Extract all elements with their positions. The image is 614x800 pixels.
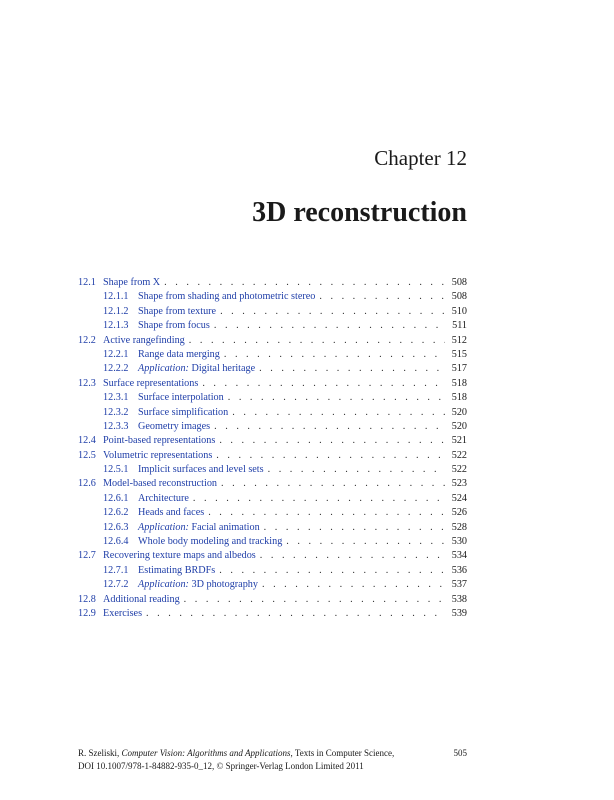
toc-leader-dots (214, 420, 445, 434)
toc-entry-number: 12.1.2 (103, 305, 129, 317)
toc-entry-number: 12.3.3 (103, 420, 129, 432)
toc-entry-number: 12.3.1 (103, 392, 129, 404)
toc-entry-page: 536 (451, 564, 467, 576)
toc-entry-title (138, 290, 315, 304)
toc-leader-dots (319, 290, 445, 304)
toc-leader-dots (220, 305, 445, 319)
toc-entry-page: 537 (451, 579, 467, 591)
toc-entry-page: 524 (451, 492, 467, 504)
toc-entry-page: 518 (451, 392, 467, 404)
toc-entry[interactable] (78, 334, 467, 348)
toc-entry-number: 12.8 (78, 593, 96, 605)
toc-entry-text: Shape from texture (138, 305, 217, 317)
toc-leader-dots (259, 362, 445, 376)
toc-entry-prefix: Application: (138, 579, 189, 591)
toc-leader-dots (146, 607, 445, 621)
toc-entry-text: Recovering texture maps and albedos (103, 550, 256, 562)
toc-leader-dots (264, 521, 445, 535)
toc-entry-title (138, 406, 228, 420)
toc-entry-text: Facial animation (191, 521, 260, 533)
toc-entry-page: 528 (451, 521, 467, 533)
toc-entry-number: 12.6 (78, 478, 96, 490)
toc-entry-prefix: Application: (138, 363, 189, 375)
toc-leader-dots (219, 564, 445, 578)
toc-entry-page: 526 (451, 507, 467, 519)
toc-leader-dots (202, 377, 445, 391)
toc-leader-dots (208, 506, 445, 520)
toc-entry-prefix: Application: (138, 521, 189, 533)
toc-entry-text: Additional reading (103, 593, 180, 605)
toc-entry-title (138, 492, 189, 506)
toc-entry[interactable] (78, 290, 467, 304)
table-of-contents (78, 276, 467, 621)
toc-entry-number: 12.5 (78, 449, 96, 461)
toc-entry-page: 521 (451, 435, 467, 447)
toc-entry-number: 12.2.1 (103, 348, 129, 360)
toc-entry-title (103, 276, 160, 290)
toc-entry-title (103, 593, 180, 607)
toc-entry-page: 522 (451, 449, 467, 461)
toc-entry-number: 12.6.2 (103, 507, 129, 519)
toc-entry-text: Surface representations (103, 377, 199, 389)
toc-entry-text: Estimating BRDFs (138, 564, 216, 576)
toc-entry-text: Shape from focus (138, 320, 210, 332)
toc-entry-page: 518 (451, 377, 467, 389)
toc-entry[interactable] (78, 377, 467, 391)
toc-entry-number: 12.1 (78, 277, 96, 288)
chapter-label: Chapter 12 (374, 146, 467, 170)
toc-entry-page: 523 (451, 478, 467, 490)
toc-entry-text: Exercises (103, 607, 143, 619)
toc-entry-number: 12.3 (78, 377, 96, 389)
toc-entry[interactable] (78, 434, 467, 448)
toc-entry-title (103, 477, 217, 491)
page-footer (78, 747, 467, 773)
toc-entry-title (138, 305, 216, 319)
toc-entry-number: 12.6.3 (103, 521, 129, 533)
toc-entry-page: 515 (451, 348, 467, 360)
toc-entry[interactable] (78, 492, 467, 506)
toc-entry-text: Surface simplification (138, 406, 229, 418)
toc-entry-number: 12.7.1 (103, 564, 129, 576)
toc-entry[interactable] (78, 276, 467, 290)
toc-entry[interactable] (78, 305, 467, 319)
toc-entry-title (138, 564, 215, 578)
page-number: 505 (453, 748, 467, 758)
doi-line: DOI 10.1007/978-1-84882-935-0_12, © Springer-Verlag London Limited 2011 (78, 761, 364, 771)
toc-entry-text: Surface interpolation (138, 392, 224, 404)
toc-entry-text: Range data merging (138, 348, 220, 360)
toc-entry-title (138, 362, 255, 376)
toc-entry-title (138, 506, 204, 520)
toc-leader-dots (214, 319, 445, 333)
toc-entry[interactable] (78, 607, 467, 621)
toc-entry-number: 12.5.1 (103, 464, 129, 476)
toc-entry-title (103, 607, 142, 621)
toc-entry-text: Point-based representations (103, 435, 216, 447)
toc-entry[interactable] (78, 449, 467, 463)
toc-leader-dots (232, 406, 445, 420)
toc-entry[interactable] (78, 477, 467, 491)
toc-leader-dots (219, 434, 445, 448)
toc-entry-title (138, 521, 260, 535)
toc-entry-text: Implicit surfaces and level sets (138, 464, 264, 476)
toc-entry[interactable] (78, 506, 467, 520)
toc-entry-title (138, 348, 220, 362)
toc-entry-page: 538 (451, 593, 467, 605)
toc-entry-number: 12.3.2 (103, 406, 129, 418)
toc-leader-dots (268, 463, 445, 477)
toc-entry-title (103, 377, 198, 391)
toc-entry-title (138, 463, 264, 477)
toc-entry-page: 520 (451, 420, 467, 432)
toc-entry[interactable] (78, 564, 467, 578)
toc-leader-dots (262, 578, 445, 592)
toc-entry[interactable] (78, 391, 467, 405)
toc-entry-page: 520 (451, 406, 467, 418)
toc-entry-title (103, 434, 215, 448)
toc-entry-text: 3D photography (191, 579, 258, 591)
toc-entry-text: Volumetric representations (103, 449, 213, 461)
toc-entry-text: Whole body modeling and tracking (138, 536, 283, 548)
toc-leader-dots (216, 449, 445, 463)
toc-entry-title (138, 420, 210, 434)
toc-entry-page: 511 (452, 320, 467, 332)
toc-leader-dots (189, 334, 445, 348)
toc-entry-text: Model-based reconstruction (103, 478, 218, 490)
toc-entry-title (103, 334, 185, 348)
toc-leader-dots (221, 477, 445, 491)
toc-entry-title (103, 449, 212, 463)
toc-entry-title (138, 578, 258, 592)
toc-leader-dots (224, 348, 445, 362)
toc-entry[interactable] (78, 521, 467, 535)
toc-entry-text: Geometry images (138, 420, 211, 432)
toc-entry-page: 522 (451, 464, 467, 476)
toc-entry-number: 12.9 (78, 607, 96, 619)
toc-entry-page: 508 (451, 277, 467, 288)
toc-leader-dots (193, 492, 445, 506)
toc-entry-text: Heads and faces (138, 507, 205, 519)
toc-entry-number: 12.6.1 (103, 492, 129, 504)
toc-entry[interactable] (78, 406, 467, 420)
toc-entry[interactable] (78, 578, 467, 592)
toc-entry[interactable] (78, 535, 467, 549)
toc-entry-text: Active rangefinding (103, 334, 185, 346)
toc-entry-page: 517 (451, 363, 467, 375)
toc-entry-number: 12.1.3 (103, 320, 129, 332)
toc-entry[interactable] (78, 593, 467, 607)
toc-entry-number: 12.2.2 (103, 363, 129, 375)
toc-entry-title (138, 319, 210, 333)
toc-entry-page: 510 (451, 305, 467, 317)
toc-entry-title (138, 535, 282, 549)
toc-entry-page: 508 (451, 291, 467, 303)
toc-entry[interactable] (78, 362, 467, 376)
toc-entry-text: Shape from X (103, 277, 161, 288)
toc-entry-number: 12.7.2 (103, 579, 129, 591)
toc-entry-number: 12.2 (78, 334, 96, 346)
toc-entry[interactable] (78, 420, 467, 434)
toc-leader-dots (286, 535, 445, 549)
citation: R. Szeliski, Computer Vision: Algorithms and Applications, Texts in Computer Science, (78, 748, 395, 758)
toc-entry-page: 534 (451, 550, 467, 562)
toc-entry-page: 530 (451, 536, 467, 548)
toc-entry-title (103, 549, 256, 563)
toc-entry-text: Shape from shading and photometric stereo (138, 291, 316, 303)
toc-entry-page: 539 (451, 607, 467, 619)
toc-leader-dots (164, 276, 445, 290)
toc-entry[interactable] (78, 549, 467, 563)
toc-entry-text: Architecture (138, 492, 189, 504)
toc-entry[interactable] (78, 348, 467, 362)
toc-leader-dots (260, 549, 445, 563)
toc-entry-number: 12.6.4 (103, 536, 129, 548)
toc-entry-page: 512 (451, 334, 467, 346)
toc-entry[interactable] (78, 463, 467, 477)
toc-leader-dots (184, 593, 445, 607)
toc-entry-text: Digital heritage (191, 363, 256, 375)
chapter-title: 3D reconstruction (252, 197, 467, 228)
toc-entry-number: 12.1.1 (103, 291, 129, 303)
toc-entry-number: 12.7 (78, 550, 96, 562)
toc-entry-title (138, 391, 224, 405)
toc-entry[interactable] (78, 319, 467, 333)
toc-entry-number: 12.4 (78, 435, 96, 447)
toc-leader-dots (228, 391, 445, 405)
